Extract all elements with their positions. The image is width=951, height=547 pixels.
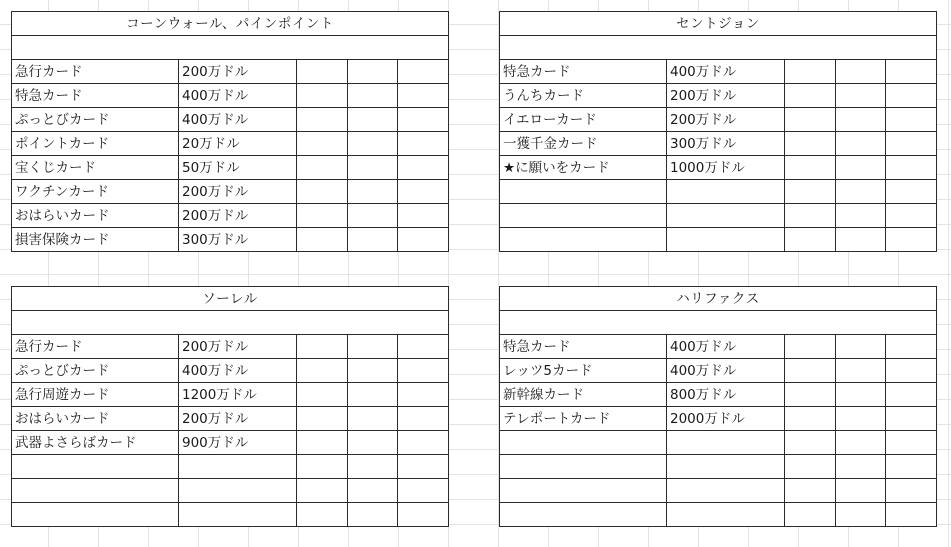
card-name-cell[interactable]: 特急カード xyxy=(500,335,667,359)
empty-cell[interactable] xyxy=(297,335,348,359)
empty-cell[interactable] xyxy=(348,84,398,108)
empty-cell[interactable] xyxy=(297,108,348,132)
empty-cell[interactable] xyxy=(398,180,449,204)
spacer-row xyxy=(12,36,449,60)
empty-cell[interactable] xyxy=(398,132,449,156)
empty-cell[interactable] xyxy=(785,383,836,407)
card-table-saint-john xyxy=(499,11,937,252)
card-price-cell[interactable]: 50万ドル xyxy=(179,156,297,180)
empty-cell[interactable] xyxy=(836,84,886,108)
empty-cell[interactable] xyxy=(836,431,886,455)
empty-cell[interactable] xyxy=(348,383,398,407)
card-name-cell[interactable] xyxy=(500,228,667,252)
empty-cell[interactable] xyxy=(297,60,348,84)
empty-cell[interactable] xyxy=(297,479,348,503)
empty-cell[interactable] xyxy=(836,359,886,383)
title-row xyxy=(12,12,449,36)
empty-cell[interactable] xyxy=(398,431,449,455)
card-name-cell[interactable]: 急行カード xyxy=(12,60,179,84)
empty-cell[interactable] xyxy=(500,311,937,335)
empty-cell[interactable] xyxy=(297,407,348,431)
card-price-cell[interactable]: 300万ドル xyxy=(667,132,785,156)
empty-cell[interactable] xyxy=(398,228,449,252)
empty-cell[interactable] xyxy=(348,503,398,527)
spacer-row xyxy=(12,311,449,335)
table-row xyxy=(500,335,937,359)
card-price-cell[interactable]: 200万ドル xyxy=(179,335,297,359)
card-name-cell[interactable]: 急行周遊カード xyxy=(12,383,179,407)
card-price-cell[interactable] xyxy=(179,479,297,503)
table-row xyxy=(500,108,937,132)
empty-cell[interactable] xyxy=(886,60,937,84)
card-name-cell[interactable]: 急行カード xyxy=(12,335,179,359)
empty-cell[interactable] xyxy=(886,108,937,132)
table-row xyxy=(12,359,449,383)
card-price-cell[interactable]: 1000万ドル xyxy=(667,156,785,180)
empty-cell[interactable] xyxy=(785,455,836,479)
table-row xyxy=(500,503,937,527)
empty-cell[interactable] xyxy=(785,84,836,108)
empty-cell[interactable] xyxy=(886,132,937,156)
empty-cell[interactable] xyxy=(398,479,449,503)
card-name-cell[interactable]: ぷっとびカード xyxy=(12,108,179,132)
empty-cell[interactable] xyxy=(785,228,836,252)
empty-cell[interactable] xyxy=(297,204,348,228)
card-price-cell[interactable]: 200万ドル xyxy=(179,180,297,204)
empty-cell[interactable] xyxy=(785,359,836,383)
empty-cell[interactable] xyxy=(398,455,449,479)
table-row xyxy=(500,407,937,431)
card-name-cell[interactable] xyxy=(500,503,667,527)
empty-cell[interactable] xyxy=(836,407,886,431)
table-row xyxy=(500,132,937,156)
card-price-cell[interactable]: 900万ドル xyxy=(179,431,297,455)
card-price-cell[interactable]: 200万ドル xyxy=(667,108,785,132)
empty-cell[interactable] xyxy=(398,84,449,108)
card-name-cell[interactable]: おはらいカード xyxy=(12,204,179,228)
table-row xyxy=(12,108,449,132)
empty-cell[interactable] xyxy=(836,108,886,132)
spacer-row xyxy=(500,36,937,60)
empty-cell[interactable] xyxy=(836,383,886,407)
empty-cell[interactable] xyxy=(886,204,937,228)
card-price-cell[interactable]: 20万ドル xyxy=(179,132,297,156)
empty-cell[interactable] xyxy=(886,156,937,180)
empty-cell[interactable] xyxy=(348,335,398,359)
empty-cell[interactable] xyxy=(836,479,886,503)
card-name-cell[interactable] xyxy=(12,455,179,479)
empty-cell[interactable] xyxy=(348,455,398,479)
table-row xyxy=(500,431,937,455)
table-row xyxy=(12,204,449,228)
empty-cell[interactable] xyxy=(785,108,836,132)
empty-cell[interactable] xyxy=(785,407,836,431)
empty-cell[interactable] xyxy=(297,383,348,407)
empty-cell[interactable] xyxy=(785,335,836,359)
card-price-cell[interactable]: 2000万ドル xyxy=(667,407,785,431)
card-name-cell[interactable] xyxy=(500,455,667,479)
empty-cell[interactable] xyxy=(348,407,398,431)
empty-cell[interactable] xyxy=(886,180,937,204)
card-name-cell[interactable]: 宝くじカード xyxy=(12,156,179,180)
empty-cell[interactable] xyxy=(886,359,937,383)
empty-cell[interactable] xyxy=(836,132,886,156)
empty-cell[interactable] xyxy=(500,36,937,60)
empty-cell[interactable] xyxy=(297,228,348,252)
card-price-cell[interactable] xyxy=(667,503,785,527)
empty-cell[interactable] xyxy=(836,228,886,252)
card-price-cell[interactable]: 400万ドル xyxy=(179,359,297,383)
empty-cell[interactable] xyxy=(398,335,449,359)
card-price-cell[interactable] xyxy=(667,180,785,204)
card-name-cell[interactable] xyxy=(500,431,667,455)
table-row xyxy=(12,84,449,108)
card-price-cell[interactable]: 1200万ドル xyxy=(179,383,297,407)
table-row xyxy=(12,335,449,359)
table-row xyxy=(500,180,937,204)
card-price-cell[interactable]: 400万ドル xyxy=(667,335,785,359)
card-price-cell[interactable] xyxy=(667,204,785,228)
card-name-cell[interactable] xyxy=(500,180,667,204)
empty-cell[interactable] xyxy=(348,228,398,252)
card-table xyxy=(11,11,449,252)
empty-cell[interactable] xyxy=(297,431,348,455)
card-name-cell[interactable]: 特急カード xyxy=(500,60,667,84)
card-name-cell[interactable]: 武器よさらばカード xyxy=(12,431,179,455)
card-name-cell[interactable]: 新幹線カード xyxy=(500,383,667,407)
card-name-cell[interactable]: ポイントカード xyxy=(12,132,179,156)
empty-cell[interactable] xyxy=(297,503,348,527)
empty-cell[interactable] xyxy=(12,36,449,60)
empty-cell[interactable] xyxy=(297,180,348,204)
card-table xyxy=(499,286,937,527)
table-row xyxy=(12,383,449,407)
card-name-cell[interactable]: ワクチンカード xyxy=(12,180,179,204)
table-title[interactable]: ソーレル xyxy=(12,287,449,311)
empty-cell[interactable] xyxy=(785,180,836,204)
card-price-cell[interactable]: 400万ドル xyxy=(179,84,297,108)
table-row xyxy=(12,228,449,252)
card-table-halifax xyxy=(499,286,937,527)
table-title[interactable]: セントジョン xyxy=(500,12,937,36)
table-row xyxy=(500,455,937,479)
empty-cell[interactable] xyxy=(348,60,398,84)
empty-cell[interactable] xyxy=(398,204,449,228)
card-name-cell[interactable] xyxy=(500,204,667,228)
empty-cell[interactable] xyxy=(348,431,398,455)
card-name-cell[interactable]: レッツ5カード xyxy=(500,359,667,383)
empty-cell[interactable] xyxy=(297,455,348,479)
table-row xyxy=(12,479,449,503)
card-price-cell[interactable] xyxy=(667,455,785,479)
table-row xyxy=(500,204,937,228)
card-price-cell[interactable]: 200万ドル xyxy=(179,60,297,84)
table-title[interactable]: コーンウォール、パインポイント xyxy=(12,12,449,36)
table-row xyxy=(500,383,937,407)
card-price-cell[interactable] xyxy=(667,431,785,455)
card-table xyxy=(499,11,937,252)
table-row xyxy=(12,60,449,84)
empty-cell[interactable] xyxy=(886,479,937,503)
empty-cell[interactable] xyxy=(297,132,348,156)
table-row xyxy=(12,503,449,527)
card-price-cell[interactable]: 400万ドル xyxy=(667,359,785,383)
table-title[interactable]: ハリファクス xyxy=(500,287,937,311)
table-row xyxy=(12,156,449,180)
card-name-cell[interactable]: 一獲千金カード xyxy=(500,132,667,156)
empty-cell[interactable] xyxy=(785,132,836,156)
empty-cell[interactable] xyxy=(886,335,937,359)
title-row xyxy=(500,287,937,311)
empty-cell[interactable] xyxy=(886,84,937,108)
empty-cell[interactable] xyxy=(836,204,886,228)
card-price-cell[interactable] xyxy=(179,455,297,479)
card-table-cornwall xyxy=(11,11,449,252)
empty-cell[interactable] xyxy=(398,503,449,527)
card-price-cell[interactable]: 400万ドル xyxy=(179,108,297,132)
empty-cell[interactable] xyxy=(785,156,836,180)
table-row xyxy=(12,180,449,204)
empty-cell[interactable] xyxy=(836,180,886,204)
empty-cell[interactable] xyxy=(297,156,348,180)
empty-cell[interactable] xyxy=(348,180,398,204)
empty-cell[interactable] xyxy=(398,108,449,132)
empty-cell[interactable] xyxy=(398,359,449,383)
empty-cell[interactable] xyxy=(12,311,449,335)
empty-cell[interactable] xyxy=(348,156,398,180)
table-row xyxy=(500,84,937,108)
empty-cell[interactable] xyxy=(886,431,937,455)
card-price-cell[interactable] xyxy=(179,503,297,527)
card-name-cell[interactable]: 損害保険カード xyxy=(12,228,179,252)
card-price-cell[interactable] xyxy=(667,479,785,503)
empty-cell[interactable] xyxy=(398,60,449,84)
empty-cell[interactable] xyxy=(785,431,836,455)
empty-cell[interactable] xyxy=(836,60,886,84)
card-price-cell[interactable]: 200万ドル xyxy=(667,84,785,108)
card-name-cell[interactable]: ★に願いをカード xyxy=(500,156,667,180)
card-price-cell[interactable]: 400万ドル xyxy=(667,60,785,84)
card-price-cell[interactable]: 200万ドル xyxy=(179,407,297,431)
empty-cell[interactable] xyxy=(785,503,836,527)
card-name-cell[interactable]: うんちカード xyxy=(500,84,667,108)
empty-cell[interactable] xyxy=(836,503,886,527)
empty-cell[interactable] xyxy=(785,60,836,84)
card-name-cell[interactable]: おはらいカード xyxy=(12,407,179,431)
table-row xyxy=(500,156,937,180)
table-row xyxy=(12,407,449,431)
empty-cell[interactable] xyxy=(836,455,886,479)
card-name-cell[interactable] xyxy=(500,479,667,503)
card-table-sorel xyxy=(11,286,449,527)
empty-cell[interactable] xyxy=(348,108,398,132)
card-price-cell[interactable]: 200万ドル xyxy=(179,204,297,228)
empty-cell[interactable] xyxy=(398,407,449,431)
empty-cell[interactable] xyxy=(836,156,886,180)
empty-cell[interactable] xyxy=(348,359,398,383)
title-row xyxy=(500,12,937,36)
spacer-row xyxy=(500,311,937,335)
table-row xyxy=(500,60,937,84)
card-name-cell[interactable]: ぷっとびカード xyxy=(12,359,179,383)
empty-cell[interactable] xyxy=(785,479,836,503)
card-name-cell[interactable] xyxy=(12,479,179,503)
card-price-cell[interactable]: 800万ドル xyxy=(667,383,785,407)
card-name-cell[interactable]: 特急カード xyxy=(12,84,179,108)
empty-cell[interactable] xyxy=(886,455,937,479)
title-row xyxy=(12,287,449,311)
card-name-cell[interactable]: イエローカード xyxy=(500,108,667,132)
empty-cell[interactable] xyxy=(348,204,398,228)
empty-cell[interactable] xyxy=(886,503,937,527)
empty-cell[interactable] xyxy=(398,383,449,407)
empty-cell[interactable] xyxy=(297,84,348,108)
empty-cell[interactable] xyxy=(886,407,937,431)
empty-cell[interactable] xyxy=(886,228,937,252)
empty-cell[interactable] xyxy=(297,359,348,383)
table-row xyxy=(12,455,449,479)
card-name-cell[interactable]: テレポートカード xyxy=(500,407,667,431)
empty-cell[interactable] xyxy=(348,479,398,503)
empty-cell[interactable] xyxy=(886,383,937,407)
table-row xyxy=(500,228,937,252)
table-row xyxy=(12,431,449,455)
table-row xyxy=(500,359,937,383)
table-row xyxy=(500,479,937,503)
card-name-cell[interactable] xyxy=(12,503,179,527)
card-price-cell[interactable]: 300万ドル xyxy=(179,228,297,252)
empty-cell[interactable] xyxy=(398,156,449,180)
table-row xyxy=(12,132,449,156)
empty-cell[interactable] xyxy=(836,335,886,359)
empty-cell[interactable] xyxy=(348,132,398,156)
empty-cell[interactable] xyxy=(785,204,836,228)
card-price-cell[interactable] xyxy=(667,228,785,252)
card-table xyxy=(11,286,449,527)
